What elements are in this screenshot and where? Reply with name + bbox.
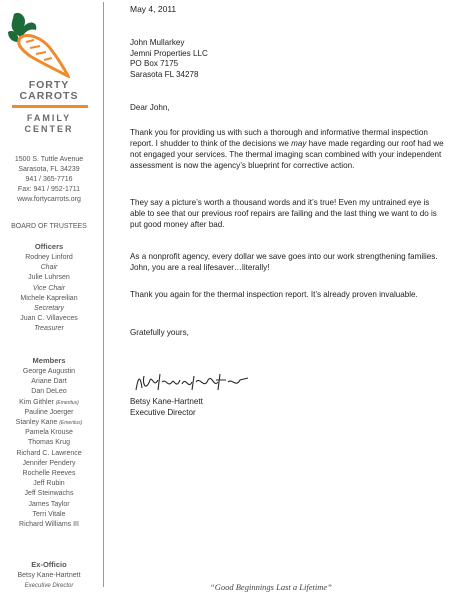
letter-date: May 4, 2011	[130, 4, 177, 14]
member-name: Thomas Krug	[27, 439, 71, 447]
emphasis-may: may	[291, 139, 307, 148]
recipient-company: Jemni Properties LLC	[130, 48, 208, 58]
salutation: Dear John,	[130, 103, 170, 112]
member-name: Jeff Steinwachs	[24, 490, 74, 498]
exofficio-role: Executive Director	[24, 583, 74, 590]
signer-block	[130, 397, 203, 418]
member-name: Ariane Dart	[31, 378, 67, 386]
org-subtitle-line1: FAMILY	[26, 113, 72, 123]
paragraph-1-text-cont: have made regarding our roof had we not engaged your services. The thermal imaging scan combined with your independent assessment is now the agency’s blueprint for corrective action.	[130, 139, 444, 170]
handwritten-signature	[132, 368, 252, 398]
recipient-name: John Mullarkey	[130, 38, 185, 47]
member-name: Rochelle Reeves	[22, 470, 76, 478]
officer-name: Rodney Linford	[25, 254, 73, 261]
paragraph-1-text: Thank you for providing us with such a thorough and informative thermal inspection report. I shudder to think of the decisions we	[130, 128, 428, 148]
org-name	[0, 80, 98, 102]
phone-line: 941 / 365-7716	[25, 176, 73, 183]
paragraph-4: Thank you again for the thermal inspection report. It’s already proven invaluable.	[130, 290, 418, 299]
paragraph-2: They say a picture’s worth a thousand words and it’s true! Even my untrained eye is able to see that our previous roof repairs are failing and the last thing we want to do is put good money after bad.	[130, 198, 437, 229]
exofficio-list	[0, 571, 98, 591]
signer-title: Executive Director	[130, 407, 196, 417]
org-subtitle	[0, 113, 98, 135]
org-name-line2: CARROTS	[19, 90, 79, 102]
officer-role: Vice Chair	[32, 284, 66, 292]
member-name: Stanley Kane	[15, 419, 58, 427]
address-line: Sarasota, FL 34239	[18, 166, 80, 173]
officer-role: Chair	[40, 264, 58, 272]
member-name: Pamela Krouse	[25, 429, 73, 437]
board-title: BOARD OF TRUSTEES	[11, 223, 87, 230]
officers-heading: Officers	[34, 242, 64, 251]
recipient-city: Sarasota FL 34278	[130, 69, 199, 79]
officer-name: Julie Luhrsen	[28, 274, 70, 282]
member-emeritus-note: (Emeritus)	[55, 399, 79, 406]
member-name: Terri Vitale	[32, 510, 66, 518]
member-name: Kim Githler	[19, 398, 54, 406]
member-emeritus-note: (Emeritus)	[59, 420, 83, 427]
paragraph-3: As a nonprofit agency, every dollar we save goes into our work strengthening families. John, you are a real lifesaver…literally!	[130, 252, 438, 272]
member-name: George Augustin	[22, 368, 76, 375]
org-address	[0, 155, 98, 205]
member-name: Jennifer Pendery	[22, 459, 76, 467]
member-name: Dan DeLeo	[31, 388, 67, 396]
signer-name: Betsy Kane-Hartnett	[130, 397, 203, 406]
exofficio-name: Betsy Kane-Hartnett	[17, 572, 81, 579]
members-heading: Members	[32, 356, 66, 365]
member-name: Jeff Rubin	[33, 480, 65, 488]
member-name: Richard Williams III	[19, 521, 79, 529]
letterhead-sidebar	[0, 0, 100, 600]
footer-tagline: “Good Beginnings Last a Lifetime”	[210, 582, 332, 592]
officer-role: Secretary	[34, 305, 64, 313]
officer-role: Treasurer	[34, 325, 64, 333]
member-entry	[0, 418, 98, 428]
officers-list	[0, 253, 98, 335]
carrot-logo-icon	[6, 8, 70, 78]
org-name-line1: FORTY	[28, 79, 70, 91]
recipient-address	[130, 38, 208, 80]
orange-divider	[12, 105, 88, 108]
address-line: 1500 S. Tuttle Avenue	[14, 156, 84, 163]
officer-name: Juan C. Villaveces	[20, 315, 78, 323]
member-entry	[0, 398, 98, 408]
exofficio-heading: Ex-Officio	[31, 560, 67, 569]
member-name: Richard C. Lawrence	[16, 449, 82, 457]
member-name: James Taylor	[28, 500, 70, 508]
org-subtitle-line2: CENTER	[24, 124, 74, 134]
officer-name: Michele Kapreilian	[20, 294, 78, 302]
closing: Gratefully yours,	[130, 328, 189, 337]
paragraph-1	[130, 127, 446, 171]
vertical-divider	[103, 2, 104, 587]
members-list	[0, 367, 98, 530]
website-line: www.fortycarrots.org	[17, 196, 81, 203]
fax-line: Fax: 941 / 952-1711	[17, 186, 81, 193]
member-name: Pauline Joerger	[24, 408, 74, 416]
recipient-street: PO Box 7175	[130, 59, 179, 68]
